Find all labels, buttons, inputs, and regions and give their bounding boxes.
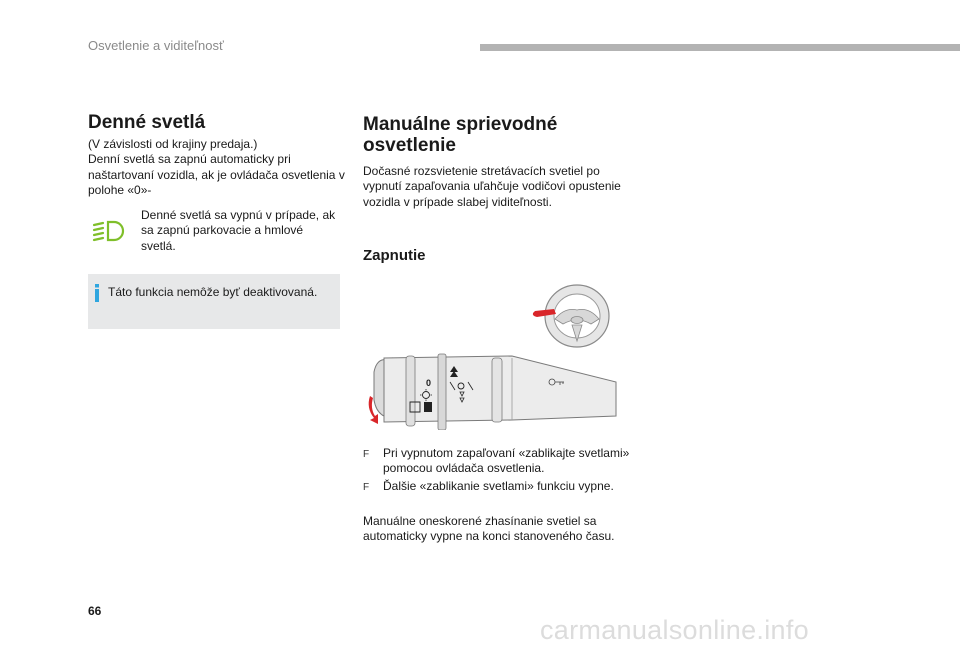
- bullet-marker: F: [363, 449, 370, 460]
- manual-guide-lighting-intro: Dočasné rozsvietenie stretávacích svetiel po vypnutí zapaľovania uľahčuje vodičovi opustenie vozidla v prípade slabej viditeľnosti.: [363, 164, 621, 209]
- page-number: 66: [88, 604, 102, 618]
- daytime-lights-heading: Denné svetlá: [88, 112, 206, 133]
- bullet-marker: F: [363, 481, 370, 493]
- steering-wheel-illustration: [525, 283, 615, 358]
- info-text: Táto funkcia nemôže byť deaktivovaná.: [108, 285, 318, 299]
- switch-on-heading: Zapnutie: [363, 247, 426, 264]
- header-bar: [480, 44, 960, 51]
- list-item: F Pri vypnutom zapaľovaní «zablikajte svetlami» pomocou ovládača osvetlenia.: [363, 446, 630, 476]
- lighting-stalk-illustration: [362, 352, 618, 430]
- info-box: [88, 274, 340, 329]
- auto-off-note: Manuálne oneskorené zhasínanie svetiel sa automaticky vypne na konci stanoveného času.: [363, 514, 615, 544]
- manual-guide-lighting-heading: Manuálne sprievodné osvetlenie: [363, 114, 558, 156]
- stalk-position-zero: 0: [426, 378, 432, 388]
- section-title: Osvetlenie a viditeľnosť: [88, 38, 224, 53]
- daytime-running-lights-icon: [92, 220, 126, 242]
- daytime-lights-intro: (V závislosti od krajiny predaja.) Denní svetlá sa zapnú automaticky pri naštartovaní vozidla, ak je ovládača osvetlenia v polohe «0»-: [88, 137, 345, 198]
- daytime-lights-note: Denné svetlá sa vypnú v prípade, ak sa zapnú parkovacie a hmlové svetlá.: [141, 208, 336, 253]
- info-icon: [93, 284, 101, 302]
- watermark: carmanualsonline.info: [540, 615, 809, 645]
- instruction-list: [363, 446, 633, 497]
- list-item: F Ďalšie «zablikanie svetlami» funkciu vypne.: [363, 479, 633, 495]
